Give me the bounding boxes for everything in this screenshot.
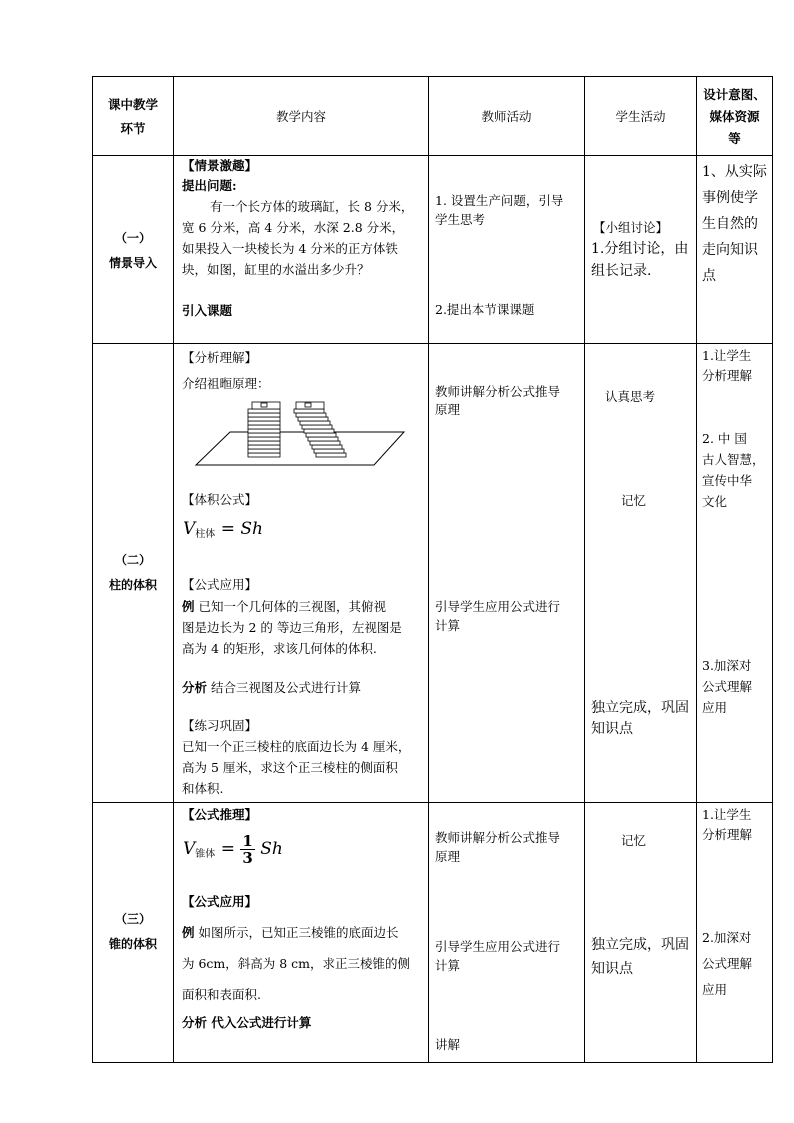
header-student-label: 学生活动 xyxy=(615,109,666,124)
section-2-student xyxy=(585,344,697,803)
example-text-1: 如图所示，已知正三棱锥的底面边长 xyxy=(194,925,399,940)
section-1-content xyxy=(174,156,429,344)
zu-geng-principle: 介绍祖暅原理： xyxy=(182,376,270,391)
intent-line-4: 走向知识 xyxy=(702,242,758,258)
intent-line-1: 1、从实际 xyxy=(702,164,767,180)
intent-a-1: 1.让学生 xyxy=(702,807,752,822)
formula-subscript: 柱体 xyxy=(195,529,216,540)
heading-analysis: 【分析理解】 xyxy=(182,350,258,365)
section-3-title: 锥的体积 xyxy=(108,937,157,951)
section-2-number: （二） xyxy=(114,553,151,567)
student-group-heading: 【小组讨论】 xyxy=(593,220,669,235)
teacher-activity-2: 2.提出本节课课题 xyxy=(435,302,535,317)
heading-apply-formula: 【公式应用】 xyxy=(182,894,258,909)
intent-b-2: 公式理解 xyxy=(702,956,753,971)
teacher-activity-1b: 学生思考 xyxy=(435,212,486,227)
intent-b-3: 应用 xyxy=(702,982,728,997)
section-2-intent xyxy=(697,344,773,803)
teacher-guide-b: 计算 xyxy=(435,618,461,633)
header-intent-line1: 设计意图、 xyxy=(703,87,766,102)
formula-rhs: Sh xyxy=(260,839,283,859)
teacher-guide: 引导学生应用公式进行 xyxy=(435,599,561,614)
pyramid-volume-formula xyxy=(183,833,283,866)
intent-b-2: 古人智慧， xyxy=(702,452,765,467)
practice-line-3: 和体积. xyxy=(182,781,224,796)
intent-b-1: 2. 中 国 xyxy=(702,431,747,446)
heading-question: 提出问题: xyxy=(182,178,237,193)
fraction-denominator: 3 xyxy=(242,849,253,867)
section-3-name xyxy=(93,803,174,1063)
section-2-teacher xyxy=(429,344,585,803)
section-1-number: （一） xyxy=(114,231,151,245)
teacher-explain: 教师讲解分析公式推导 xyxy=(435,384,561,399)
example-label: 例 xyxy=(182,925,195,940)
analysis-text: 代入公式进行计算 xyxy=(207,1015,312,1030)
analysis-line xyxy=(182,678,361,698)
heading-volume-formula: 【体积公式】 xyxy=(182,492,258,507)
section-1-student xyxy=(585,156,697,344)
section-1-title: 情景导入 xyxy=(108,256,157,270)
practice-line-2: 高为 5 厘米，求这个正三棱柱的侧面积 xyxy=(182,760,398,775)
section-3-row xyxy=(93,803,773,1063)
heading-apply-formula: 【公式应用】 xyxy=(182,577,258,592)
section-3-number: （三） xyxy=(114,912,151,926)
teacher-explain-b: 原理 xyxy=(435,849,461,864)
prism-volume-formula xyxy=(183,519,263,540)
header-intent xyxy=(697,77,773,156)
intent-a-1: 1.让学生 xyxy=(702,348,752,363)
lesson-plan-table xyxy=(92,76,773,1063)
section-3-student xyxy=(585,803,697,1063)
section-3-teacher xyxy=(429,803,585,1063)
section-1-row xyxy=(93,156,773,344)
example-label: 例 xyxy=(182,599,195,614)
student-memorize: 记忆 xyxy=(621,493,647,508)
analysis-label: 分析 xyxy=(182,680,208,695)
header-teacher xyxy=(429,77,585,156)
fraction-numerator: 1 xyxy=(242,832,253,850)
header-stage-line1: 课中教学 xyxy=(107,97,158,112)
header-intent-line3: 等 xyxy=(728,131,741,146)
teacher-activity-1: 1. 设置生产问题，引导 xyxy=(435,193,564,208)
analysis-text: 结合三视图及公式进行计算 xyxy=(207,680,361,695)
header-content-label: 教学内容 xyxy=(275,109,326,124)
intent-b-3: 宣传中华 xyxy=(702,473,753,488)
intent-a-2: 分析理解 xyxy=(702,368,753,383)
practice-line-1: 已知一个正三棱柱的底面边长为 4 厘米， xyxy=(182,739,411,754)
intent-line-2: 事例使学 xyxy=(702,190,758,206)
formula-fraction xyxy=(240,833,254,866)
teacher-lecture: 讲解 xyxy=(435,1037,461,1052)
student-independent: 独立完成，巩固 xyxy=(591,700,689,716)
student-think: 认真思考 xyxy=(605,389,656,404)
student-independent-b: 知识点 xyxy=(591,721,633,737)
example-line-1 xyxy=(182,597,386,617)
teacher-explain-b: 原理 xyxy=(435,402,461,417)
example-line-1 xyxy=(182,923,399,943)
student-activity-1: 1.分组讨论，由 xyxy=(591,241,689,257)
analysis-line xyxy=(182,1013,311,1033)
heading-intro-topic: 引入课题 xyxy=(182,303,233,318)
header-teacher-label: 教师活动 xyxy=(481,109,532,124)
header-row xyxy=(93,77,773,156)
student-independent-b: 知识点 xyxy=(591,961,633,977)
header-stage xyxy=(93,77,174,156)
header-intent-line2: 媒体资源 xyxy=(709,109,760,124)
header-stage-line2: 环节 xyxy=(120,121,146,136)
section-3-intent xyxy=(697,803,773,1063)
example-line-3: 高为 4 的矩形，求该几何体的体积. xyxy=(182,641,377,656)
formula-rhs: = Sh xyxy=(220,519,263,539)
intent-line-3: 生自然的 xyxy=(702,216,758,232)
heading-formula-derivation: 【公式推理】 xyxy=(182,807,258,822)
intent-line-5: 点 xyxy=(702,268,716,284)
example-text-1: 已知一个几何体的三视图，其俯视 xyxy=(194,599,386,614)
section-2-content xyxy=(174,344,429,803)
problem-line-3: 如果投入一块棱长为 4 分米的正方体铁 xyxy=(182,241,398,256)
student-activity-1b: 组长记录. xyxy=(591,263,652,279)
problem-line-2: 宽 6 分米，高 4 分米，水深 2.8 分米， xyxy=(182,220,405,235)
formula-subscript: 锥体 xyxy=(195,849,216,860)
student-memorize: 记忆 xyxy=(621,833,647,848)
heading-scenario: 【情景激趣】 xyxy=(182,158,258,173)
analysis-label: 分析 xyxy=(182,1015,208,1030)
teacher-guide-b: 计算 xyxy=(435,958,461,973)
section-2-name xyxy=(93,344,174,803)
intent-a-2: 分析理解 xyxy=(702,827,753,842)
section-1-name xyxy=(93,156,174,344)
intent-c-3: 应用 xyxy=(702,700,728,715)
intent-b-4: 文化 xyxy=(702,494,728,509)
example-line-2: 图是边长为 2 的 等边三角形，左视图是 xyxy=(182,620,402,635)
header-student xyxy=(585,77,697,156)
intent-b-1: 2.加深对 xyxy=(702,930,752,945)
section-2-title: 柱的体积 xyxy=(108,578,157,592)
teacher-explain: 教师讲解分析公式推导 xyxy=(435,830,561,845)
student-independent: 独立完成，巩固 xyxy=(591,937,689,953)
problem-line-1: 有一个长方体的玻璃缸，长 8 分米， xyxy=(210,199,414,214)
intent-c-2: 公式理解 xyxy=(702,679,753,694)
formula-equals: = xyxy=(220,839,235,859)
header-content xyxy=(174,77,429,156)
zu-geng-illustration xyxy=(192,398,407,468)
formula-v: V xyxy=(183,839,196,859)
example-line-2: 为 6cm，斜高为 8 cm，求正三棱锥的侧 xyxy=(182,956,411,971)
section-1-intent xyxy=(697,156,773,344)
problem-line-4: 块，如图，缸里的水溢出多少升？ xyxy=(182,262,370,277)
intent-c-1: 3.加深对 xyxy=(702,658,752,673)
teacher-guide: 引导学生应用公式进行 xyxy=(435,939,561,954)
formula-v: V xyxy=(183,519,196,539)
section-1-teacher xyxy=(429,156,585,344)
section-3-content xyxy=(174,803,429,1063)
section-2-row xyxy=(93,344,773,803)
example-line-3: 面积和表面积. xyxy=(182,987,261,1002)
heading-practice: 【练习巩固】 xyxy=(182,718,258,733)
